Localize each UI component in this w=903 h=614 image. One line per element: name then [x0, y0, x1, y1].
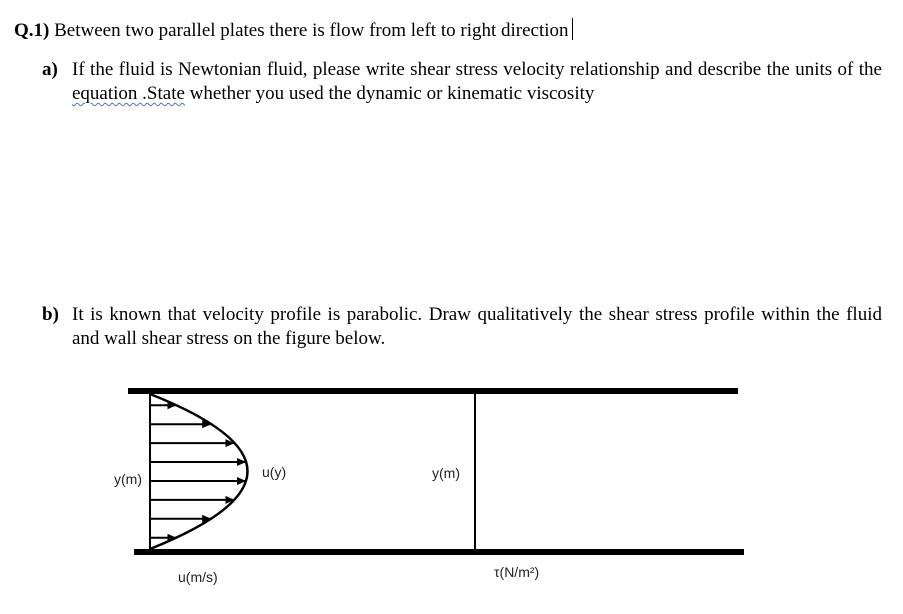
stress-axis-label: τ(N/m²): [494, 564, 540, 580]
part-a-label: a): [42, 59, 58, 80]
question-text: Between two parallel plates there is flow from left to right direction: [54, 20, 569, 41]
left-y-label: y(m): [114, 471, 142, 487]
bottom-plate: [134, 549, 744, 555]
velocity-axis-label: u(m/s): [178, 569, 218, 585]
velocity-label: u(y): [262, 464, 287, 480]
top-plate: [128, 388, 738, 394]
part-a-text-end: whether you used the dynamic or kinematic viscosity: [184, 83, 595, 104]
velocity-arrows: [150, 405, 245, 537]
part-b-label: b): [42, 304, 59, 325]
question-number: Q.1): [14, 20, 50, 41]
velocity-profile-curve: [150, 394, 248, 549]
spelling-underline: equation .State: [72, 83, 185, 104]
middle-y-label: y(m): [432, 465, 460, 481]
part-a-text-start: If the fluid is Newtonian fluid, please write shear stress velocity relationship and describe the units of the: [72, 59, 882, 80]
part-b-text: It is known that velocity profile is parabolic. Draw qualitatively the shear stress profile within the fluid and wall shear stress on the figure below.: [72, 304, 882, 349]
